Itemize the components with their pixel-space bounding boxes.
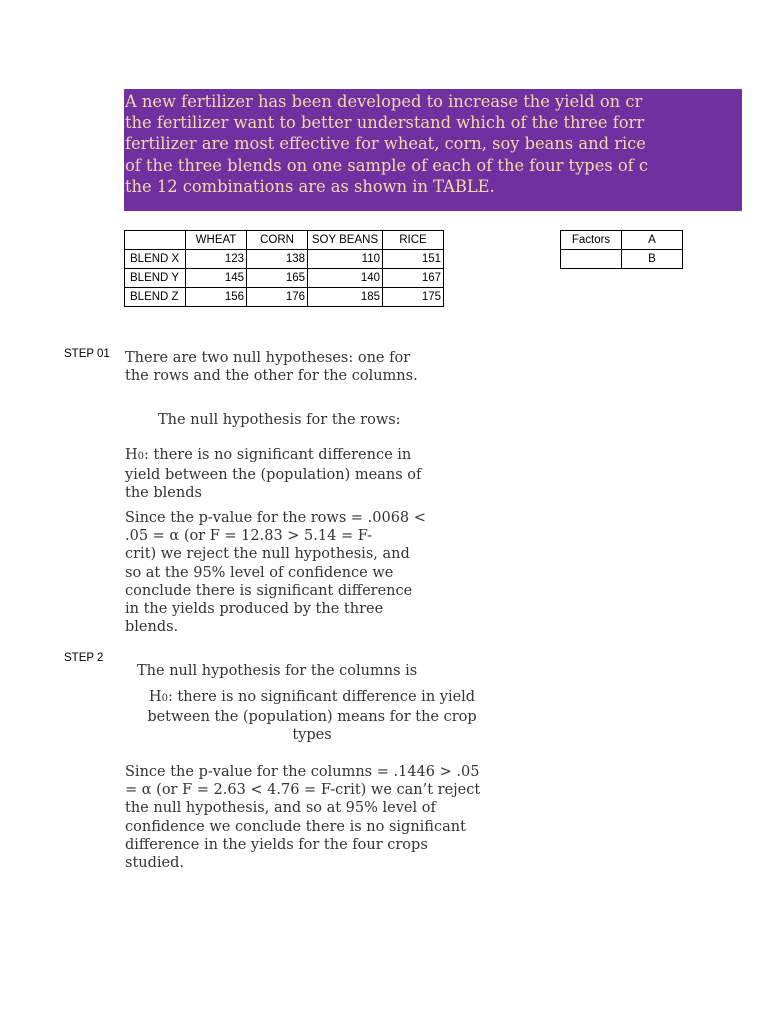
table-cell[interactable]: 123 xyxy=(186,250,247,269)
text-fragment: : there is no significant difference in xyxy=(144,447,412,463)
problem-banner xyxy=(124,89,742,211)
factors-label[interactable]: Factors xyxy=(561,231,622,250)
table-header-row xyxy=(125,231,444,250)
column-header[interactable]: CORN xyxy=(247,231,308,250)
text-line: yield between the (population) means of xyxy=(125,467,422,484)
table-row xyxy=(561,231,683,250)
text-line: types xyxy=(292,727,332,744)
text-line: = α (or F = 2.63 < 4.76 = F-crit) we can’t reject xyxy=(125,782,481,799)
table-cell[interactable]: 110 xyxy=(308,250,383,269)
row-header[interactable]: BLEND Y xyxy=(125,269,186,288)
step1-label: STEP 01 xyxy=(64,348,110,360)
text-line: the null hypothesis, and so at 95% level of xyxy=(125,800,436,817)
text-line: The null hypothesis for the rows: xyxy=(158,412,401,428)
text-line: so at the 95% level of confidence we xyxy=(125,564,394,581)
banner-line: the 12 combinations are as shown in TABLE. xyxy=(125,176,495,196)
columns-null-hypothesis xyxy=(126,688,498,745)
table-cell[interactable] xyxy=(125,231,186,250)
h-symbol: H xyxy=(125,447,138,463)
yield-table xyxy=(124,230,444,307)
step1-intro xyxy=(125,349,418,385)
h-symbol: H xyxy=(148,689,162,705)
column-header[interactable]: SOY BEANS xyxy=(308,231,383,250)
text-line: studied. xyxy=(125,855,184,872)
text-line: blends. xyxy=(125,619,179,636)
table-cell[interactable]: 176 xyxy=(247,288,308,307)
problem-statement xyxy=(125,91,681,197)
text-line: There are two null hypotheses: one for xyxy=(125,350,411,366)
table-cell[interactable]: 165 xyxy=(247,269,308,288)
table-cell[interactable]: 138 xyxy=(247,250,308,269)
table-cell[interactable]: 175 xyxy=(383,288,444,307)
rows-null-hypothesis xyxy=(125,446,421,503)
column-header[interactable]: RICE xyxy=(383,231,444,250)
columns-hypothesis-heading xyxy=(137,662,417,680)
rows-hypothesis-heading xyxy=(158,411,401,429)
h-subscript: 0 xyxy=(161,693,168,704)
columns-conclusion xyxy=(125,763,480,872)
table-row xyxy=(561,250,683,269)
text-line: confidence we conclude there is no significant xyxy=(125,818,466,835)
row-header[interactable]: BLEND X xyxy=(125,250,186,269)
text-line: the rows and the other for the columns. xyxy=(125,368,418,385)
text-line: The null hypothesis for the columns is xyxy=(137,663,418,679)
text-line: Since the p-value for the columns = .1446 > .05 xyxy=(125,764,480,780)
text-line: conclude there is significant difference xyxy=(125,582,413,599)
text-line: crit) we reject the null hypothesis, and xyxy=(125,546,410,563)
table-row xyxy=(125,269,444,288)
text-line: between the (population) means for the crop xyxy=(147,709,477,726)
step2-label: STEP 2 xyxy=(64,652,104,664)
banner-line: the fertilizer want to better understand which of the three forr xyxy=(125,113,645,133)
text-line: difference in the yields for the four crops xyxy=(125,836,428,853)
row-header[interactable]: BLEND Z xyxy=(125,288,186,307)
column-header[interactable]: WHEAT xyxy=(186,231,247,250)
banner-line: A new fertilizer has been developed to increase the yield on cr xyxy=(125,92,643,111)
text-line: in the yields produced by the three xyxy=(125,601,384,618)
table-cell[interactable]: 145 xyxy=(186,269,247,288)
table-row xyxy=(125,288,444,307)
rows-conclusion xyxy=(125,509,426,636)
table-cell[interactable]: A xyxy=(622,231,683,250)
banner-line: of the three blends on one sample of each of the four types of c xyxy=(125,155,648,175)
banner-line: fertilizer are most effective for wheat, corn, soy beans and rice xyxy=(125,134,646,154)
table-cell[interactable]: 140 xyxy=(308,269,383,288)
table-cell[interactable]: 151 xyxy=(383,250,444,269)
table-cell[interactable]: B xyxy=(622,250,683,269)
text-line xyxy=(126,688,498,708)
table-cell[interactable]: 167 xyxy=(383,269,444,288)
text-fragment: : there is no significant difference in yield xyxy=(167,689,476,705)
factors-table xyxy=(560,230,683,269)
table-cell[interactable] xyxy=(561,250,622,269)
text-line: Since the p-value for the rows = .0068 < xyxy=(125,510,426,526)
text-line: .05 = α (or F = 12.83 > 5.14 = F- xyxy=(125,528,373,545)
text-line: the blends xyxy=(125,485,202,502)
table-cell[interactable]: 185 xyxy=(308,288,383,307)
h-subscript: 0 xyxy=(137,451,145,462)
text-line xyxy=(125,446,421,466)
table-cell[interactable]: 156 xyxy=(186,288,247,307)
table-row xyxy=(125,250,444,269)
